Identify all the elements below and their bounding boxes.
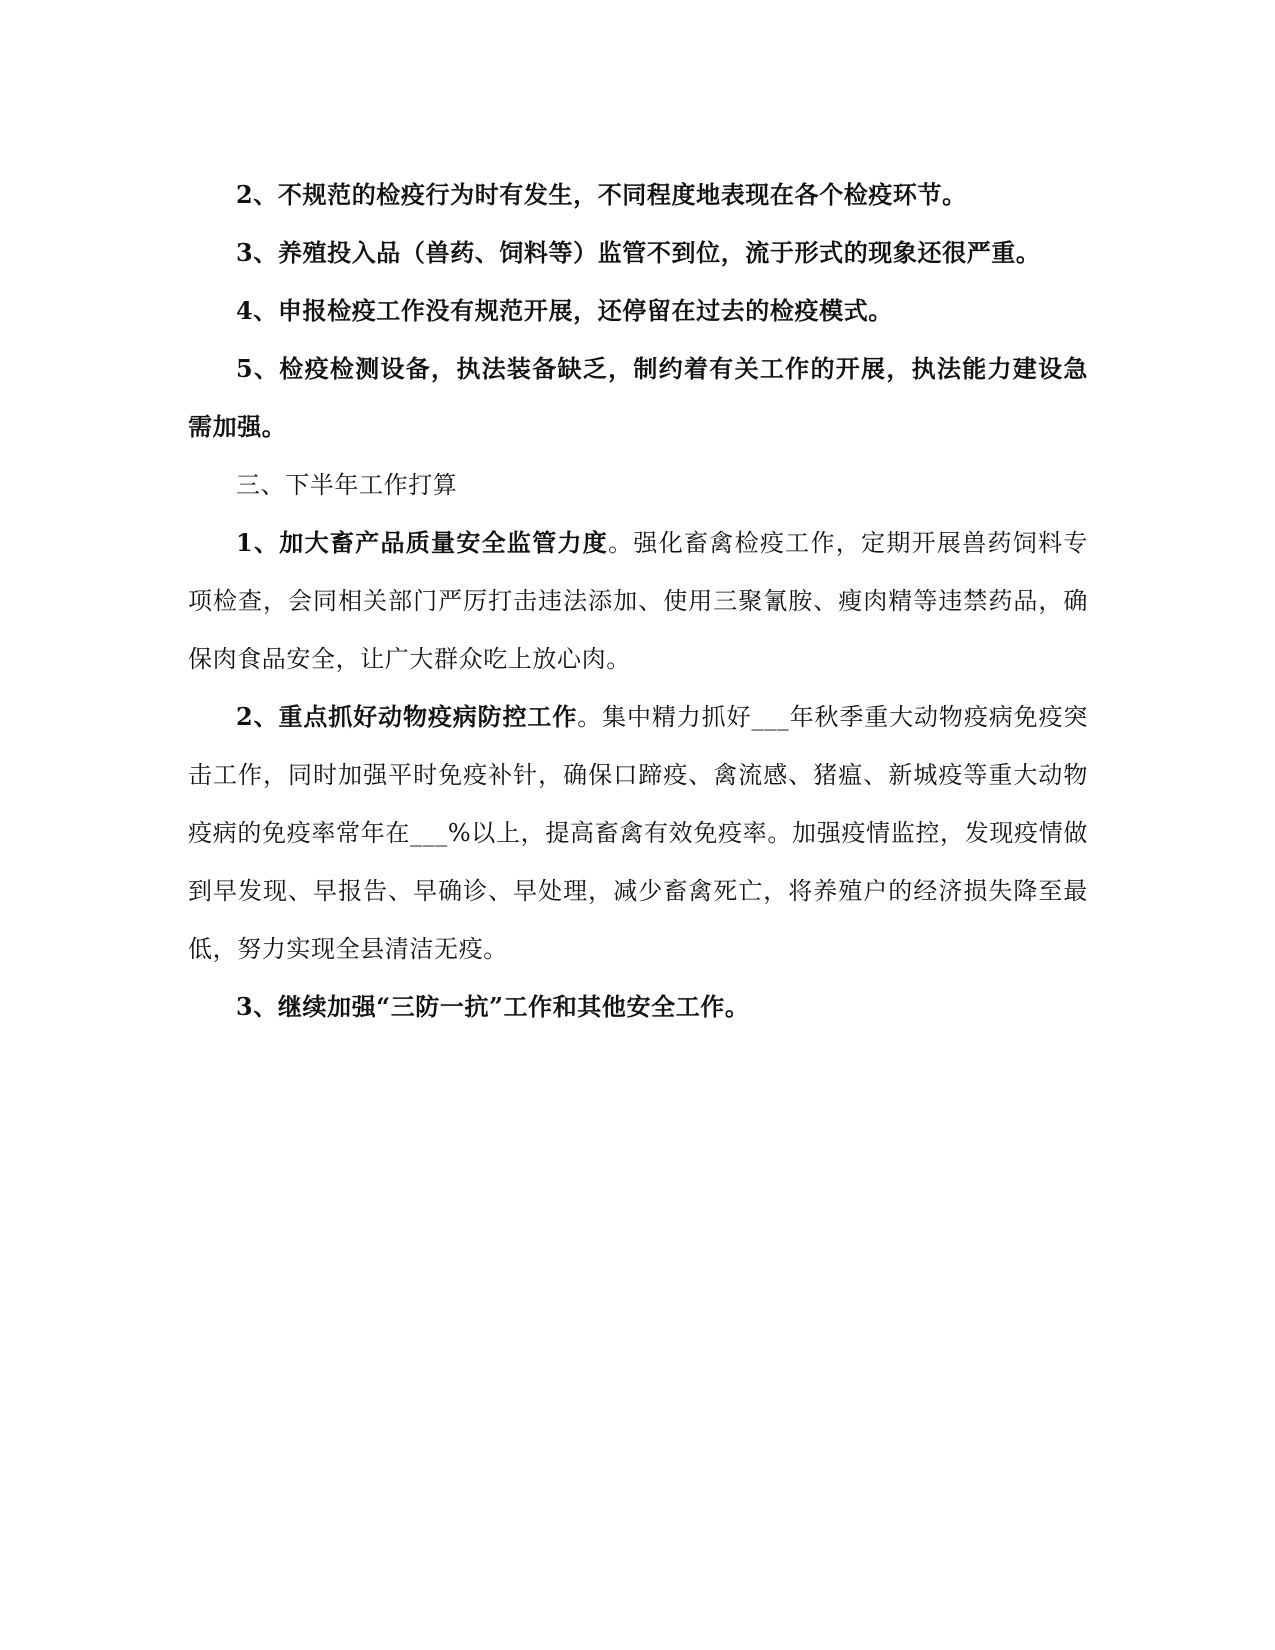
plan-item-2-title: 2、重点抓好动物疫病防控工作: [236, 702, 578, 731]
problem-item-4-text: 4、申报检疫工作没有规范开展，还停留在过去的检疫模式。: [236, 296, 893, 325]
plan-item-1-title: 1、加大畜产品质量安全监管力度: [236, 528, 609, 557]
problem-item-2: [188, 166, 1088, 224]
section-heading-plans: [188, 456, 1088, 514]
plan-item-2: [188, 688, 1088, 978]
problem-item-2-text: 2、不规范的检疫行为时有发生，不同程度地表现在各个检疫环节。: [236, 180, 967, 209]
problem-item-4: [188, 282, 1088, 340]
problem-item-3: [188, 224, 1088, 282]
plan-item-1-body: 。强化畜禽检疫工作，定期开展兽药饲料专项检查，会同相关部门严厉打击违法添加、使用三聚氰胺、瘦肉精等违禁药品，确保肉食品安全，让广大群众吃上放心肉。: [188, 529, 1088, 673]
problem-item-5-text: 5、检疫检测设备，执法装备缺乏，制约着有关工作的开展，执法能力建设急需加强。: [188, 354, 1088, 441]
plan-item-3-text: 3、继续加强“三防一抗”工作和其他安全工作。: [236, 992, 750, 1021]
plan-item-2-body: 。集中精力抓好___年秋季重大动物疫病免疫突击工作，同时加强平时免疫补针，确保口蹄疫、禽流感、猪瘟、新城疫等重大动物疫病的免疫率常年在___%以上，提高畜禽有效免疫率。加强疫情监控，发现疫情做到早发现、早报告、早确诊、早处理，减少畜禽死亡，将养殖户的经济损失降至最低，努力实现全县清洁无疫。: [188, 703, 1088, 963]
plan-item-3: [188, 978, 1088, 1036]
problem-item-3-text: 3、养殖投入品（兽药、饲料等）监管不到位，流于形式的现象还很严重。: [236, 238, 1041, 267]
section-heading-text: 三、下半年工作打算: [236, 471, 458, 499]
plan-item-1: [188, 514, 1088, 688]
problem-item-5: [188, 340, 1088, 456]
document-body: [188, 166, 1088, 1036]
